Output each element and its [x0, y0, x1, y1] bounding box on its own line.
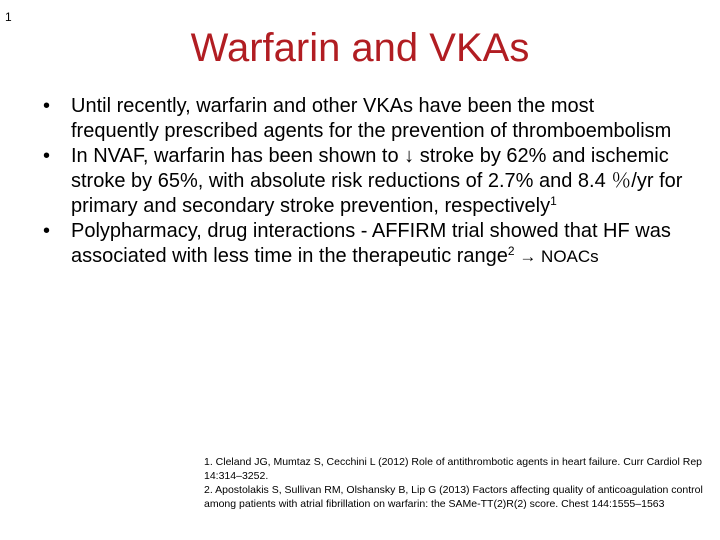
bullet-marker: • [43, 95, 51, 117]
bullet-text: Polypharmacy, drug interactions - AFFIRM trial showed that HF was associated with less time in the therapeutic range [71, 220, 671, 267]
bullet-text: Until recently, warfarin and other VKAs have been the most frequently prescribed agents for the prevention of thromboembolism [71, 95, 672, 142]
reference-2: 2. Apostolakis S, Sullivan RM, Olshansky B, Lip G (2013) Factors affecting quality of anticoagulation control among patients with atrial fibrillation on warfarin: the SAMe-TT(2)R(2) score. Chest 144:1555–1563 [204, 484, 703, 510]
bullet-marker: • [43, 145, 51, 167]
slide-number: 1 [5, 10, 12, 24]
reference-superscript: 1 [550, 194, 557, 208]
bullet-item-3 [43, 219, 683, 269]
reference-1: 1. Cleland JG, Mumtaz S, Cecchini L (2012) Role of antithrombotic agents in heart failure. Curr Cardiol Rep 14:314–3252. [204, 456, 703, 482]
references [204, 455, 704, 511]
bullet-marker: • [43, 220, 51, 242]
bullet-list [43, 94, 683, 269]
bullet-text: In NVAF, warfarin has been shown to ↓ stroke by 62% and ischemic stroke by 65%, with absolute risk reductions of 2.7% and 8.4 ％/yr for primary and secondary stroke prevention, respectively [71, 145, 683, 217]
bullet-item-1 [43, 94, 683, 144]
noacs-arrow-note: → NOACs [514, 247, 599, 266]
slide-title-text: Warfarin and VKAs [190, 26, 530, 70]
bullet-item-2 [43, 144, 683, 219]
reference-superscript: 2 [507, 244, 515, 258]
slide-title [0, 20, 720, 76]
